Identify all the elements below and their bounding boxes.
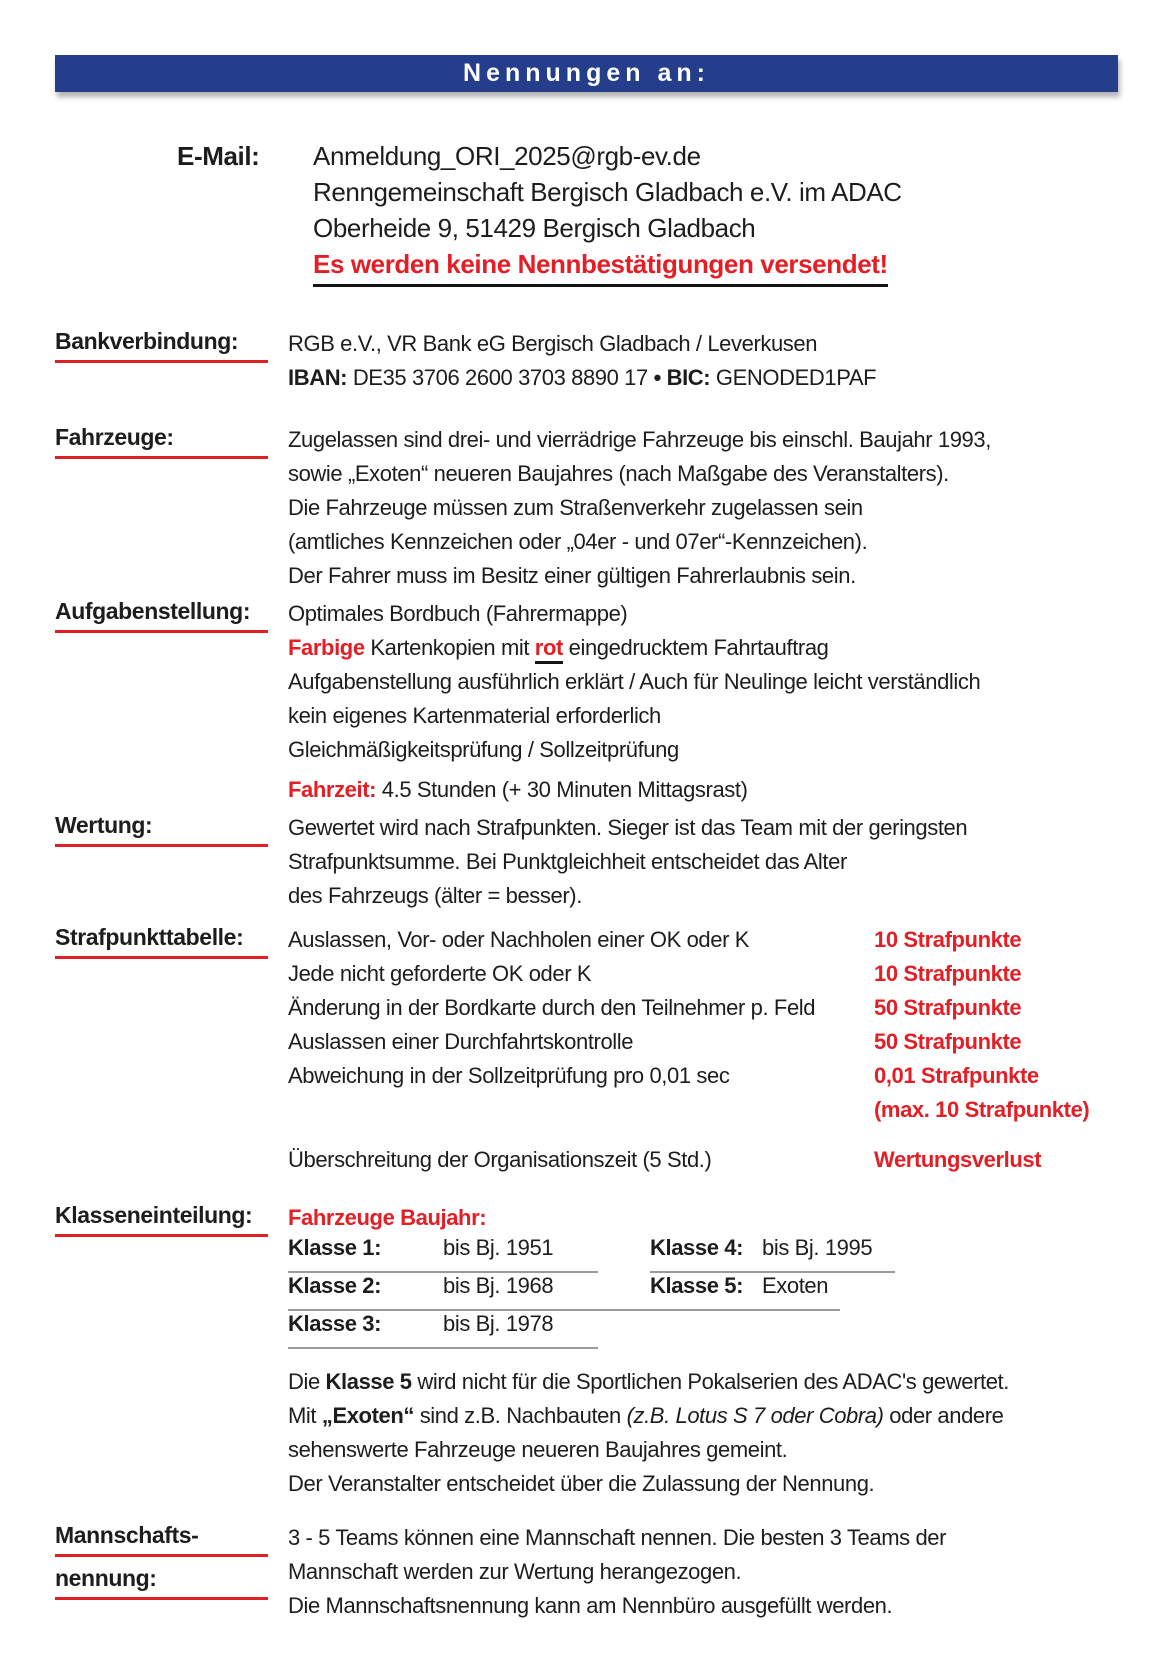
aufgaben-line: Optimales Bordbuch (Fahrermappe) (288, 601, 628, 626)
section-label-klasseneinteilung: Klasseneinteilung: (55, 1201, 288, 1237)
exoten-bold: „Exoten“ (321, 1403, 414, 1428)
no-confirmation-warning: Es werden keine Nennbestätigungen versendet! (313, 246, 888, 287)
section-label-strafpunkttabelle: Strafpunkttabelle: (55, 923, 288, 959)
klassen-heading: Fahrzeuge Baujahr: (288, 1205, 487, 1230)
klassen-para-line: Die Klasse 5 wird nicht für die Sportlichen Pokalserien des ADAC's gewertet. (288, 1369, 1009, 1394)
section-strafpunkttabelle (55, 923, 1118, 1177)
email-club-name: Renngemeinschaft Bergisch Gladbach e.V. im ADAC (313, 177, 902, 207)
section-aufgabenstellung (55, 597, 1118, 807)
klasse-4-cell: Klasse 4: bis Bj. 1995 (650, 1231, 895, 1273)
section-klasseneinteilung (55, 1201, 1118, 1501)
mannschaft-label-line1: Mannschafts- (55, 1522, 268, 1557)
fahrzeuge-content (288, 423, 1118, 593)
warning-line (313, 246, 902, 287)
section-label-aufgabenstellung: Aufgabenstellung: (55, 597, 288, 633)
fahrzeit-line (288, 773, 1118, 807)
klassen-paragraph (288, 1365, 1118, 1501)
penalty-row: Überschreitung der Organisationszeit (5 Std.) Wertungsverlust (288, 1143, 1118, 1177)
penalty-row: Auslassen, Vor- oder Nachholen einer OK oder K 10 Strafpunkte (288, 923, 1118, 957)
klasse-1-cell: Klasse 1: bis Bj. 1951 (288, 1231, 598, 1273)
penalty-value: 50 Strafpunkte (874, 995, 1022, 1020)
klassen-row (288, 1235, 1118, 1273)
klassen-para-line: Mit „Exoten“ sind z.B. Nachbauten (z.B. Lotus S 7 oder Cobra) oder andere (288, 1403, 1004, 1428)
penalty-row: Jede nicht geforderte OK oder K 10 Strafpunkte (288, 957, 1118, 991)
penalty-value: 10 Strafpunkte (874, 961, 1022, 986)
section-label-fahrzeuge: Fahrzeuge: (55, 423, 288, 459)
wertung-line: des Fahrzeugs (älter = besser). (288, 883, 582, 908)
penalty-row: Abweichung in der Sollzeitprüfung pro 0,01 sec 0,01 Strafpunkte (288, 1059, 1118, 1093)
section-wertung (55, 811, 1118, 913)
penalty-value: 0,01 Strafpunkte (874, 1063, 1039, 1088)
section-mannschaftsnennung (55, 1521, 1118, 1623)
fahrzeuge-line: Die Fahrzeuge müssen zum Straßenverkehr zugelassen sein (288, 495, 863, 520)
aufgaben-line-colored: Farbige Kartenkopien mit rot eingedrucktem Fahrtauftrag (288, 631, 1118, 665)
email-street-address: Oberheide 9, 51429 Bergisch Gladbach (313, 213, 756, 243)
aufgaben-line: Aufgabenstellung ausführlich erklärt / Auch für Neulinge leicht verständlich (288, 669, 981, 694)
klasse-5-cell: Klasse 5: Exoten (650, 1269, 840, 1311)
email-label: E-Mail: (177, 141, 260, 171)
klasse-5-bold: Klasse 5 (325, 1369, 412, 1394)
section-bankverbindung (55, 327, 1118, 395)
email-address: Anmeldung_ORI_2025@rgb-ev.de (313, 141, 701, 171)
penalty-row: Änderung in der Bordkarte durch den Teilnehmer p. Feld 50 Strafpunkte (288, 991, 1118, 1025)
iban-value: DE35 3706 2600 3703 8890 17 (347, 365, 654, 390)
iban-key: IBAN: (288, 365, 348, 390)
penalty-table (288, 923, 1118, 1177)
penalty-row-max-note (288, 1093, 1118, 1127)
section-label-bankverbindung: Bankverbindung: (55, 327, 288, 363)
penalty-value: 10 Strafpunkte (874, 927, 1022, 952)
klasse-2-cell: Klasse 2: bis Bj. 1968 (288, 1269, 598, 1311)
klassen-row (288, 1311, 1118, 1349)
bic-value: GENODED1PAF (710, 365, 877, 390)
section-label-mannschaftsnennung (55, 1521, 288, 1600)
fahrzeuge-line: Zugelassen sind drei- und vierrädrige Fahrzeuge bis einschl. Baujahr 1993, (288, 427, 991, 452)
mannschaft-label-line2: nennung: (55, 1565, 268, 1600)
klassen-para-line: sehenswerte Fahrzeuge neueren Baujahres gemeint. (288, 1437, 788, 1462)
penalty-max-note: (max. 10 Strafpunkte) (874, 1097, 1090, 1122)
penalty-value: Wertungsverlust (874, 1147, 1042, 1172)
mannschaft-line: 3 - 5 Teams können eine Mannschaft nennen. Die besten 3 Teams der (288, 1525, 947, 1550)
aufgaben-line: kein eigenes Kartenmaterial erforderlich (288, 703, 661, 728)
aufgaben-content (288, 597, 1118, 807)
mannschaft-line: Die Mannschaftsnennung kann am Nennbüro ausgefüllt werden. (288, 1593, 893, 1618)
klasse-3-cell: Klasse 3: bis Bj. 1978 (288, 1307, 598, 1349)
fahrzeuge-line: sowie „Exoten“ neueren Baujahres (nach Maßgabe des Veranstalters). (288, 461, 949, 486)
wertung-content (288, 811, 1118, 913)
bic-key: BIC: (666, 365, 711, 390)
penalty-row: Auslassen einer Durchfahrtskontrolle 50 Strafpunkte (288, 1025, 1118, 1059)
email-section (177, 138, 1118, 287)
wertung-line: Strafpunktsumme. Bei Punktgleichheit entscheidet das Alter (288, 849, 847, 874)
example-italic: (z.B. Lotus S 7 oder Cobra) (626, 1403, 884, 1428)
section-fahrzeuge (55, 423, 1118, 593)
header-bar (55, 55, 1118, 92)
fahrzeuge-line: (amtliches Kennzeichen oder „04er - und 07er“-Kennzeichen). (288, 529, 868, 554)
aufgaben-line: Gleichmäßigkeitsprüfung / Sollzeitprüfung (288, 737, 679, 762)
bank-line: RGB e.V., VR Bank eG Bergisch Gladbach / Leverkusen (288, 331, 818, 356)
separator-dot: • (653, 365, 667, 390)
fahrzeit-key: Fahrzeit: (288, 777, 377, 802)
klassen-row (288, 1273, 1118, 1311)
bank-content (288, 327, 1118, 395)
klassen-table (288, 1235, 1118, 1349)
wertung-line: Gewertet wird nach Strafpunkten. Sieger ist das Team mit der geringsten (288, 815, 968, 840)
farbige-highlight: Farbige (288, 635, 365, 660)
mannschaft-content (288, 1521, 1118, 1623)
penalty-value: 50 Strafpunkte (874, 1029, 1022, 1054)
page-title: Nennungen an: (463, 59, 710, 87)
bank-iban-line (288, 361, 1118, 395)
section-label-wertung: Wertung: (55, 811, 288, 847)
email-lines (313, 138, 902, 287)
klassen-para-line: Der Veranstalter entscheidet über die Zulassung der Nennung. (288, 1471, 875, 1496)
klassen-content (288, 1201, 1118, 1501)
fahrzeuge-line: Der Fahrer muss im Besitz einer gültigen Fahrerlaubnis sein. (288, 563, 856, 588)
fahrzeit-value: 4.5 Stunden (+ 30 Minuten Mittagsrast) (376, 777, 748, 802)
rot-highlight: rot (535, 635, 563, 664)
mannschaft-line: Mannschaft werden zur Wertung herangezogen. (288, 1559, 742, 1584)
